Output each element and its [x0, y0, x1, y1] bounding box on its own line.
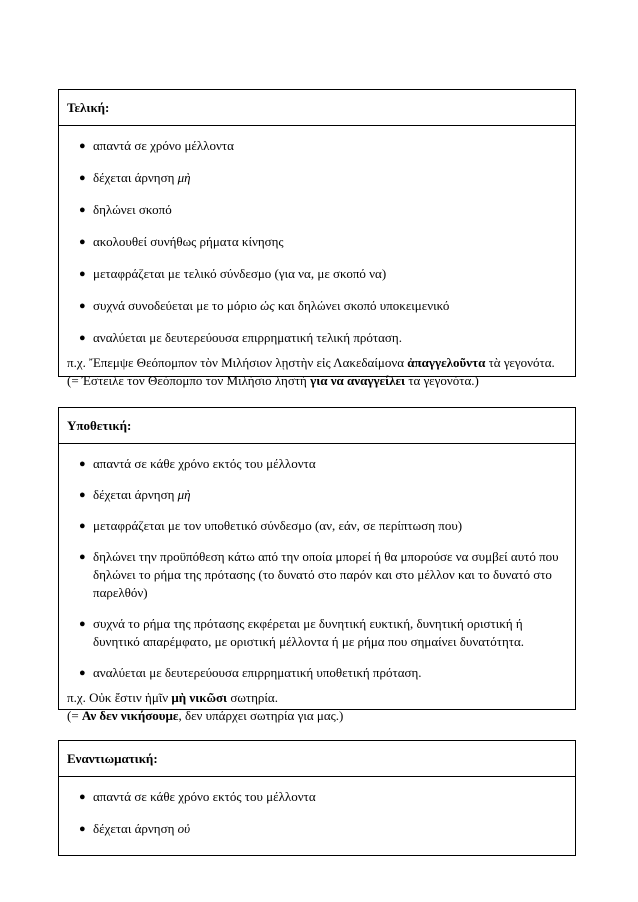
- box-enantiomatiki: [58, 740, 576, 856]
- box-body: [59, 777, 575, 838]
- list-item: ● απαντά σε χρόνο μέλλοντα: [79, 138, 234, 153]
- bullet-icon: ●: [79, 520, 86, 532]
- list-item: ● αναλύεται με δευτερεύουσα επιρρηματική υποθετική πρόταση.: [79, 665, 422, 680]
- list-item: ● αναλύεται με δευτερεύουσα επιρρηματική τελική πρόταση.: [79, 330, 402, 345]
- example-translation: (= Αν δεν νικήσουμε, δεν υπάρχει σωτηρία για μας.): [67, 708, 344, 723]
- list-item: ● μεταφράζεται με τον υποθετικό σύνδεσμο (αν, εάν, σε περίπτωση που): [79, 518, 463, 533]
- bullet-list: [67, 788, 567, 838]
- bullet-icon: ●: [79, 618, 86, 630]
- bullet-icon: ●: [79, 204, 86, 216]
- example-block: [67, 354, 567, 390]
- example-greek: π.χ. Οὐκ ἔστιν ἡμῖν μὴ νικῶσι σωτηρία.: [67, 690, 278, 705]
- bullet-icon: ●: [79, 823, 86, 835]
- bullet-icon: ●: [79, 489, 86, 501]
- box-body: [59, 126, 575, 390]
- list-item: ● δέχεται άρνηση οὐ: [79, 821, 191, 836]
- box-title: Τελική:: [59, 90, 575, 126]
- list-item: ● δηλώνει σκοπό: [79, 202, 172, 217]
- list-item: ● συχνά το ρήμα της πρότασης εκφέρεται με δυνητική ευκτική, δυνητική οριστική ή δυνητικό απαρέμφατο, με οριστική μέλλοντα ή με ρήμα που σημαίνει δυνατότητα.: [79, 616, 525, 649]
- list-item: ● δέχεται άρνηση μὴ: [79, 170, 191, 185]
- bullet-icon: ●: [79, 236, 86, 248]
- list-item: ● δηλώνει την προϋπόθεση κάτω από την οποία μπορεί ή θα μπορούσε να συμβεί αυτό που δηλώνει το ρήμα της πρότασης (το δυνατό στο παρόν και στο μέλλον και το δυνατό στο παρελθόν): [79, 549, 559, 600]
- bullet-icon: ●: [79, 667, 86, 679]
- bullet-list: [67, 455, 567, 682]
- box-teliki: [58, 89, 576, 388]
- box-body: [59, 444, 575, 725]
- bullet-icon: ●: [79, 551, 86, 563]
- box-title: Εναντιωματική:: [59, 741, 575, 777]
- bullet-icon: ●: [79, 140, 86, 152]
- box-ypothetiki: [58, 407, 576, 723]
- bullet-icon: ●: [79, 268, 86, 280]
- list-item: ● ακολουθεί συνήθως ρήματα κίνησης: [79, 234, 284, 249]
- bullet-icon: ●: [79, 332, 86, 344]
- bullet-icon: ●: [79, 300, 86, 312]
- example-block: [67, 689, 567, 725]
- bullet-icon: ●: [79, 172, 86, 184]
- list-item: ● συχνά συνοδεύεται με το μόριο ὡς και δηλώνει σκοπό υποκειμενικό: [79, 298, 450, 313]
- list-item: ● μεταφράζεται με τελικό σύνδεσμο (για να, με σκοπό να): [79, 266, 387, 281]
- list-item: ● απαντά σε κάθε χρόνο εκτός του μέλλοντα: [79, 456, 316, 471]
- bullet-list: [67, 137, 567, 347]
- list-item: ● απαντά σε κάθε χρόνο εκτός του μέλλοντα: [79, 789, 316, 804]
- bullet-icon: ●: [79, 458, 86, 470]
- list-item: ● δέχεται άρνηση μὴ: [79, 487, 191, 502]
- example-translation: (= Έστειλε τον Θεόπομπο τον Μιλήσιο ληστή για να αναγγείλει τα γεγονότα.): [67, 373, 479, 388]
- box-title: Υποθετική:: [59, 408, 575, 444]
- bullet-icon: ●: [79, 791, 86, 803]
- example-greek: π.χ. Ἔπεμψε Θεόπομπον τὸν Μιλήσιον λῃστὴν εἰς Λακεδαίμονα ἀπαγγελοῦντα τὰ γεγονότα.: [67, 355, 555, 370]
